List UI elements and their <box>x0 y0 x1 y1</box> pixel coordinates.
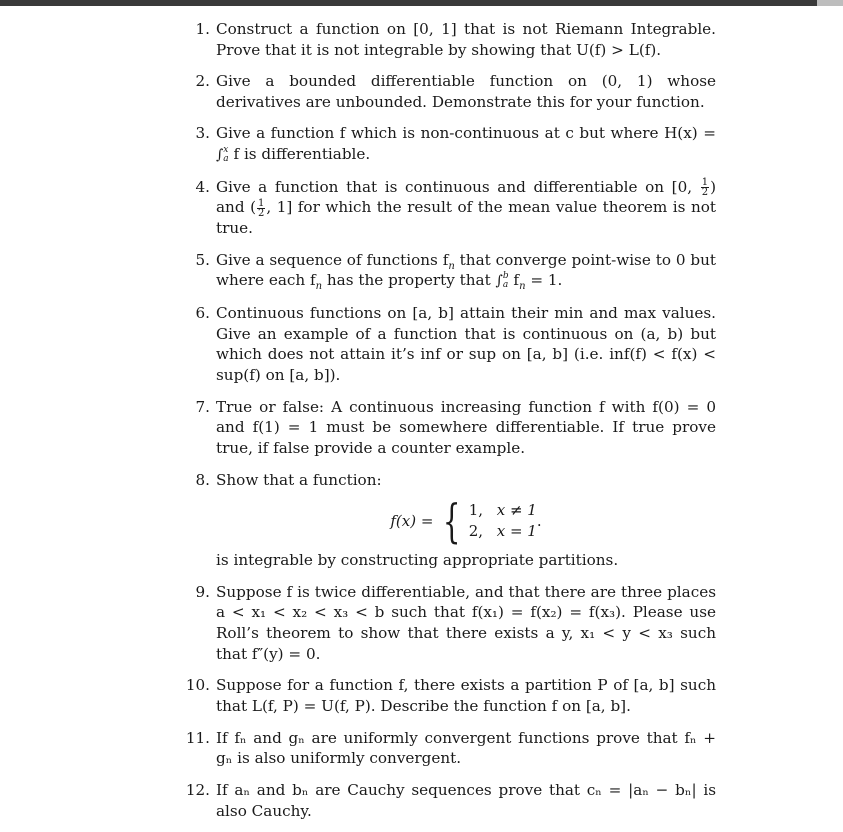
piecewise-end: . <box>536 512 542 531</box>
window-top-bar-end <box>817 0 843 6</box>
subscript-n: n <box>448 260 455 272</box>
fraction-denominator: 2 <box>258 207 265 219</box>
fraction-one-half <box>701 178 709 197</box>
subscript-n: n <box>519 281 526 293</box>
question-number: 12. <box>185 780 210 799</box>
question-3 <box>186 123 716 166</box>
case-condition: x ≠ 1 <box>496 501 537 520</box>
question-text: If fₙ and gₙ are uniformly convergent functions prove that fₙ + gₙ is also uniformly convergent. <box>216 728 716 768</box>
question-text-part: f <box>508 271 520 290</box>
question-2 <box>186 71 716 113</box>
question-text-part: has the property that <box>322 271 496 290</box>
question-text-part: , 1] for which the result of the mean value theorem is not true. <box>216 198 716 238</box>
question-4 <box>186 177 716 239</box>
problem-list <box>186 19 716 832</box>
case-row <box>469 521 537 542</box>
fraction-numerator: 1 <box>701 177 709 189</box>
question-text: If aₙ and bₙ are Cauchy sequences prove that cₙ = |aₙ − bₙ| is also Cauchy. <box>216 780 716 820</box>
fraction-numerator: 1 <box>258 197 265 209</box>
window-top-bar <box>0 0 843 6</box>
integral-upper-limit: b <box>502 271 509 282</box>
piecewise-lhs: f(x) = <box>390 512 434 531</box>
question-text: True or false: A continuous increasing function f with f(0) = 0 and f(1) = 1 must be somewhere differentiable. If true prove true, if false provide a counter example. <box>216 397 716 458</box>
question-text: Give a bounded differentiable function on (0, 1) whose derivatives are unbounded. Demonstrate this for your function. <box>216 72 716 111</box>
question-number: 8. <box>195 470 210 489</box>
question-text-part: ) and ( <box>216 177 716 217</box>
question-10 <box>186 675 716 717</box>
piecewise-definition <box>186 494 716 549</box>
question-text: Continuous functions on [a, b] attain their min and max values. Give an example of a function that is continuous on (a, b) but which does not attain it’s inf or sup on [a, b] (i.e. inf(f) < f(x) < sup(f) on [a, b]). <box>216 303 716 385</box>
question-11 <box>186 728 716 770</box>
question-number: 4. <box>195 177 210 196</box>
question-12 <box>186 780 716 822</box>
question-7 <box>186 397 716 459</box>
piecewise-cases <box>469 500 537 542</box>
integral-sign: ∫ <box>216 147 224 164</box>
integral-sign: ∫ <box>495 273 503 290</box>
fraction-one-half <box>257 199 265 218</box>
subscript-n: n <box>315 281 323 293</box>
question-text-part: = 1. <box>525 271 563 290</box>
question-number: 10. <box>185 676 210 695</box>
question-6 <box>186 303 716 386</box>
question-text: Suppose for a function f, there exists a partition P of [a, b] such that L(f, P) = U(f, P). Describe the function f on [a, b]. <box>216 676 716 716</box>
question-number: 3. <box>195 124 210 143</box>
question-text-part: Give a function f which is non-continuous at c but where H(x) = <box>216 124 716 143</box>
question-text-part: that converge point-wise to 0 but where each f <box>216 250 717 290</box>
left-brace: { <box>443 494 461 549</box>
integral-upper-limit: x <box>223 145 229 156</box>
question-number: 11. <box>185 728 210 747</box>
question-text: Construct a function on [0, 1] that is not Riemann Integrable. Prove that it is not integrable by showing that U(f) > L(f). <box>216 20 716 59</box>
question-number: 9. <box>195 582 210 601</box>
case-condition: x = 1 <box>496 522 537 541</box>
question-number: 7. <box>195 397 210 416</box>
question-number: 6. <box>195 303 210 322</box>
case-value: 1, <box>468 501 484 520</box>
question-5 <box>186 250 716 293</box>
integral-lower-limit: a <box>223 154 229 165</box>
question-9 <box>186 582 716 665</box>
integral-lower-limit: a <box>502 280 509 291</box>
question-text-part: Give a function that is continuous and differentiable on [0, <box>216 177 700 196</box>
question-text-part: Give a sequence of functions f <box>216 250 449 269</box>
case-value: 2, <box>468 522 484 541</box>
question-text: Show that a function: <box>216 470 382 489</box>
question-number: 5. <box>195 250 210 269</box>
question-number: 1. <box>195 20 210 38</box>
case-row <box>469 500 537 521</box>
question-text-part: f is differentiable. <box>228 145 371 164</box>
fraction-denominator: 2 <box>701 187 709 199</box>
question-text: Suppose f is twice differentiable, and that there are three places a < x₁ < x₂ < x₃ < b such that f(x₁) = f(x₂) = f(x₃). Please use Roll’s theorem to show that there exists a y, x₁ < y < x₃ such that f″(y) = 0. <box>216 582 716 664</box>
question-8-continuation: is integrable by constructing appropriate partitions. <box>216 551 619 570</box>
question-number: 2. <box>195 72 210 91</box>
question-8 <box>186 470 716 491</box>
question-1 <box>186 19 716 61</box>
